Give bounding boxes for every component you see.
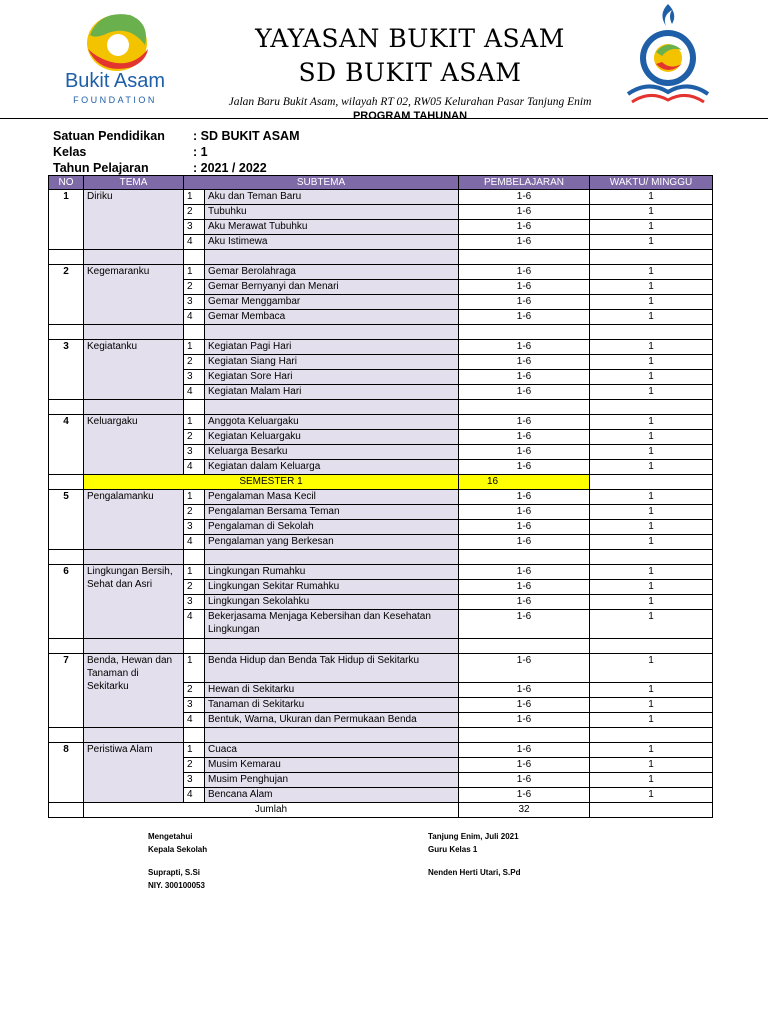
- subtheme-index: 4: [184, 460, 205, 475]
- subtheme-name: Benda Hidup dan Benda Tak Hidup di Sekitarku: [205, 654, 459, 683]
- theme-number: 4: [49, 415, 84, 475]
- pembelajaran-value: 1-6: [459, 773, 590, 788]
- sig-guru-title: Guru Kelas 1: [428, 845, 478, 854]
- theme-number: 2: [49, 265, 84, 325]
- pembelajaran-value: 1-6: [459, 355, 590, 370]
- empty-cell: [459, 325, 590, 340]
- empty-cell: [49, 325, 84, 340]
- theme-name: Kegemaranku: [84, 265, 184, 325]
- col-header-tema: TEMA: [84, 176, 184, 190]
- spacer-row: [49, 550, 713, 565]
- waktu-value: 1: [590, 580, 713, 595]
- subtheme-name: Anggota Keluargaku: [205, 415, 459, 430]
- empty-cell: [184, 325, 205, 340]
- subtheme-index: 3: [184, 220, 205, 235]
- subtheme-index: 2: [184, 205, 205, 220]
- logo-swirl-icon: [60, 5, 170, 110]
- subtheme-index: 2: [184, 355, 205, 370]
- theme-name: Lingkungan Bersih, Sehat dan Asri: [84, 565, 184, 639]
- spacer-row: [49, 639, 713, 654]
- empty-cell: [84, 325, 184, 340]
- empty-cell: [84, 728, 184, 743]
- waktu-value: 1: [590, 430, 713, 445]
- empty-cell: [205, 639, 459, 654]
- pembelajaran-value: 1-6: [459, 713, 590, 728]
- subtheme-index: 3: [184, 773, 205, 788]
- total-label: Jumlah: [84, 803, 459, 818]
- waktu-value: 1: [590, 385, 713, 400]
- pembelajaran-value: 1-6: [459, 698, 590, 713]
- waktu-value: 1: [590, 610, 713, 639]
- waktu-value: 1: [590, 535, 713, 550]
- subtheme-name: Musim Kemarau: [205, 758, 459, 773]
- subtheme-name: Lingkungan Sekolahku: [205, 595, 459, 610]
- theme-number: 3: [49, 340, 84, 400]
- kelas-label: Kelas: [53, 145, 87, 159]
- subtheme-name: Hewan di Sekitarku: [205, 683, 459, 698]
- empty-cell: [184, 550, 205, 565]
- table-header-row: [49, 176, 713, 190]
- subtheme-name: Kegiatan Malam Hari: [205, 385, 459, 400]
- theme-number: 1: [49, 190, 84, 250]
- pembelajaran-value: 1-6: [459, 758, 590, 773]
- theme-name: Peristiwa Alam: [84, 743, 184, 803]
- theme-number: 5: [49, 490, 84, 550]
- pembelajaran-value: 1-6: [459, 535, 590, 550]
- pembelajaran-value: 1-6: [459, 190, 590, 205]
- empty-cell: [49, 803, 84, 818]
- theme-number: 8: [49, 743, 84, 803]
- pembelajaran-value: 1-6: [459, 340, 590, 355]
- school-title: SD BUKIT ASAM: [298, 58, 522, 87]
- subtheme-name: Gemar Bernyanyi dan Menari: [205, 280, 459, 295]
- subtheme-index: 1: [184, 565, 205, 580]
- pembelajaran-value: 1-6: [459, 788, 590, 803]
- empty-cell: [84, 550, 184, 565]
- sig-kepala-niy: NIY. 300100053: [148, 881, 205, 890]
- theme-number: 7: [49, 654, 84, 728]
- school-address: Jalan Baru Bukit Asam, wilayah RT 02, RW05 Kelurahan Pasar Tanjung Enim: [228, 96, 592, 108]
- subtheme-index: 3: [184, 445, 205, 460]
- waktu-value: 1: [590, 295, 713, 310]
- waktu-value: 1: [590, 280, 713, 295]
- subtheme-name: Kegiatan Pagi Hari: [205, 340, 459, 355]
- spacer-row: [49, 728, 713, 743]
- subtheme-name: Bentuk, Warna, Ukuran dan Permukaan Benda: [205, 713, 459, 728]
- subtheme-index: 2: [184, 758, 205, 773]
- waktu-value: 1: [590, 190, 713, 205]
- total-value: 32: [459, 803, 590, 818]
- pembelajaran-value: 1-6: [459, 385, 590, 400]
- waktu-value: 1: [590, 773, 713, 788]
- pembelajaran-value: 1-6: [459, 743, 590, 758]
- subtheme-name: Musim Penghujan: [205, 773, 459, 788]
- subtheme-name: Kegiatan Keluargaku: [205, 430, 459, 445]
- theme-name: Benda, Hewan dan Tanaman di Sekitarku: [84, 654, 184, 728]
- subtheme-name: Pengalaman Masa Kecil: [205, 490, 459, 505]
- waktu-value: 1: [590, 205, 713, 220]
- subtheme-index: 3: [184, 520, 205, 535]
- col-header-subtema: SUBTEMA: [184, 176, 459, 190]
- subtheme-index: 3: [184, 370, 205, 385]
- tahun-value: : 2021 / 2022: [193, 161, 267, 175]
- subtheme-index: 1: [184, 265, 205, 280]
- pembelajaran-value: 1-6: [459, 235, 590, 250]
- waktu-value: 1: [590, 265, 713, 280]
- pembelajaran-value: 1-6: [459, 565, 590, 580]
- empty-cell: [49, 728, 84, 743]
- empty-cell: [205, 325, 459, 340]
- empty-cell: [590, 400, 713, 415]
- empty-cell: [590, 639, 713, 654]
- empty-cell: [590, 325, 713, 340]
- waktu-value: 1: [590, 310, 713, 325]
- semester-row: [49, 475, 713, 490]
- semester-value: 16: [459, 475, 590, 490]
- empty-cell: [590, 550, 713, 565]
- sd-bukit-asam-emblem: [622, 2, 714, 107]
- subtheme-index: 4: [184, 310, 205, 325]
- subtheme-name: Gemar Berolahraga: [205, 265, 459, 280]
- info-kelas: [53, 145, 208, 159]
- subtheme-name: Kegiatan Siang Hari: [205, 355, 459, 370]
- sig-kepala-title: Kepala Sekolah: [148, 845, 208, 854]
- table-row: [49, 490, 713, 505]
- spacer-row: [49, 325, 713, 340]
- svg-text:Bukit Asam: Bukit Asam: [64, 70, 166, 92]
- table-row: [49, 743, 713, 758]
- empty-cell: [49, 250, 84, 265]
- waktu-value: 1: [590, 654, 713, 683]
- subtheme-index: 4: [184, 788, 205, 803]
- pembelajaran-value: 1-6: [459, 490, 590, 505]
- pembelajaran-value: 1-6: [459, 220, 590, 235]
- spacer-row: [49, 400, 713, 415]
- waktu-value: 1: [590, 595, 713, 610]
- subtheme-index: 2: [184, 683, 205, 698]
- theme-name: Diriku: [84, 190, 184, 250]
- subtheme-index: 1: [184, 190, 205, 205]
- theme-name: Keluargaku: [84, 415, 184, 475]
- subtheme-name: Tubuhku: [205, 205, 459, 220]
- pembelajaran-value: 1-6: [459, 310, 590, 325]
- empty-cell: [49, 639, 84, 654]
- pembelajaran-value: 1-6: [459, 370, 590, 385]
- waktu-value: 1: [590, 788, 713, 803]
- pembelajaran-value: 1-6: [459, 460, 590, 475]
- subtheme-name: Lingkungan Sekitar Rumahku: [205, 580, 459, 595]
- table-row: [49, 415, 713, 430]
- waktu-value: 1: [590, 698, 713, 713]
- pembelajaran-value: 1-6: [459, 610, 590, 639]
- empty-cell: [49, 475, 84, 490]
- empty-cell: [205, 728, 459, 743]
- subtheme-name: Pengalaman di Sekolah: [205, 520, 459, 535]
- col-header-waktu: WAKTU/ MINGGU: [590, 176, 713, 190]
- subtheme-name: Pengalaman Bersama Teman: [205, 505, 459, 520]
- kelas-value: : 1: [193, 145, 208, 159]
- subtheme-index: 4: [184, 385, 205, 400]
- subtheme-name: Aku Merawat Tubuhku: [205, 220, 459, 235]
- empty-cell: [459, 400, 590, 415]
- waktu-value: 1: [590, 235, 713, 250]
- subtheme-name: Cuaca: [205, 743, 459, 758]
- empty-cell: [84, 250, 184, 265]
- pembelajaran-value: 1-6: [459, 595, 590, 610]
- theme-name: Pengalamanku: [84, 490, 184, 550]
- subtheme-index: 3: [184, 698, 205, 713]
- empty-cell: [590, 250, 713, 265]
- subtheme-index: 3: [184, 595, 205, 610]
- empty-cell: [205, 250, 459, 265]
- subtheme-name: Aku dan Teman Baru: [205, 190, 459, 205]
- waktu-value: 1: [590, 415, 713, 430]
- empty-cell: [205, 400, 459, 415]
- spacer-row: [49, 250, 713, 265]
- subtheme-name: Gemar Membaca: [205, 310, 459, 325]
- empty-cell: [184, 400, 205, 415]
- pembelajaran-value: 1-6: [459, 654, 590, 683]
- theme-name: Kegiatanku: [84, 340, 184, 400]
- bukit-asam-foundation-logo: [60, 5, 170, 110]
- empty-cell: [49, 400, 84, 415]
- subtheme-index: 2: [184, 430, 205, 445]
- subtheme-index: 4: [184, 235, 205, 250]
- empty-cell: [590, 803, 713, 818]
- sig-mengetahui: Mengetahui: [148, 832, 193, 841]
- theme-number: 6: [49, 565, 84, 639]
- table-row: [49, 654, 713, 683]
- subtheme-name: Bekerjasama Menjaga Kebersihan dan Kesehatan Lingkungan: [205, 610, 459, 639]
- total-row: [49, 803, 713, 818]
- empty-cell: [84, 639, 184, 654]
- subtheme-index: 3: [184, 295, 205, 310]
- school-emblem-icon: [622, 2, 714, 107]
- empty-cell: [459, 728, 590, 743]
- pembelajaran-value: 1-6: [459, 415, 590, 430]
- sig-guru-name: Nenden Herti Utari, S.Pd: [428, 868, 521, 877]
- col-header-no: NO: [49, 176, 84, 190]
- subtheme-name: Kegiatan dalam Keluarga: [205, 460, 459, 475]
- satuan-label: Satuan Pendidikan: [53, 129, 165, 143]
- waktu-value: 1: [590, 490, 713, 505]
- waktu-value: 1: [590, 445, 713, 460]
- subtheme-name: Aku Istimewa: [205, 235, 459, 250]
- empty-cell: [49, 550, 84, 565]
- waktu-value: 1: [590, 355, 713, 370]
- info-satuan: [53, 129, 299, 143]
- foundation-title: YAYASAN BUKIT ASAM: [255, 24, 565, 53]
- info-tahun: [53, 161, 267, 175]
- sig-place-date: Tanjung Enim, Juli 2021: [428, 832, 519, 841]
- pembelajaran-value: 1-6: [459, 683, 590, 698]
- subtheme-index: 2: [184, 580, 205, 595]
- semester-label: SEMESTER 1: [84, 475, 459, 490]
- pembelajaran-value: 1-6: [459, 505, 590, 520]
- subtheme-name: Pengalaman yang Berkesan: [205, 535, 459, 550]
- subtheme-name: Kegiatan Sore Hari: [205, 370, 459, 385]
- subtheme-index: 4: [184, 713, 205, 728]
- empty-cell: [590, 728, 713, 743]
- empty-cell: [184, 728, 205, 743]
- waktu-value: 1: [590, 520, 713, 535]
- waktu-value: 1: [590, 370, 713, 385]
- waktu-value: 1: [590, 565, 713, 580]
- col-header-pembelajaran: PEMBELAJARAN: [459, 176, 590, 190]
- empty-cell: [84, 400, 184, 415]
- empty-cell: [459, 250, 590, 265]
- sig-kepala-name: Suprapti, S.Si: [148, 868, 201, 877]
- waktu-value: 1: [590, 220, 713, 235]
- subtheme-index: 1: [184, 654, 205, 683]
- subtheme-index: 2: [184, 505, 205, 520]
- empty-cell: [459, 550, 590, 565]
- empty-cell: [184, 639, 205, 654]
- tahun-label: Tahun Pelajaran: [53, 161, 149, 175]
- waktu-value: 1: [590, 758, 713, 773]
- pembelajaran-value: 1-6: [459, 580, 590, 595]
- empty-cell: [459, 639, 590, 654]
- table-row: [49, 265, 713, 280]
- subtheme-index: 1: [184, 490, 205, 505]
- waktu-value: 1: [590, 460, 713, 475]
- subtheme-index: 2: [184, 280, 205, 295]
- table-row: [49, 565, 713, 580]
- program-table: [48, 175, 713, 818]
- subtheme-name: Bencana Alam: [205, 788, 459, 803]
- subtheme-name: Gemar Menggambar: [205, 295, 459, 310]
- subtheme-index: 1: [184, 743, 205, 758]
- empty-cell: [590, 475, 713, 490]
- subtheme-index: 4: [184, 610, 205, 639]
- waktu-value: 1: [590, 340, 713, 355]
- pembelajaran-value: 1-6: [459, 520, 590, 535]
- empty-cell: [184, 250, 205, 265]
- waktu-value: 1: [590, 683, 713, 698]
- pembelajaran-value: 1-6: [459, 265, 590, 280]
- subtheme-index: 1: [184, 340, 205, 355]
- subtheme-name: Tanaman di Sekitarku: [205, 698, 459, 713]
- pembelajaran-value: 1-6: [459, 445, 590, 460]
- empty-cell: [205, 550, 459, 565]
- document-title: PROGRAM TAHUNAN: [352, 110, 468, 122]
- pembelajaran-value: 1-6: [459, 280, 590, 295]
- table-row: [49, 340, 713, 355]
- waktu-value: 1: [590, 713, 713, 728]
- waktu-value: 1: [590, 505, 713, 520]
- table-row: [49, 190, 713, 205]
- subtheme-name: Keluarga Besarku: [205, 445, 459, 460]
- pembelajaran-value: 1-6: [459, 295, 590, 310]
- waktu-value: 1: [590, 743, 713, 758]
- subtheme-name: Lingkungan Rumahku: [205, 565, 459, 580]
- subtheme-index: 4: [184, 535, 205, 550]
- svg-text:FOUNDATION: FOUNDATION: [73, 95, 157, 105]
- satuan-value: : SD BUKIT ASAM: [193, 129, 300, 143]
- pembelajaran-value: 1-6: [459, 430, 590, 445]
- pembelajaran-value: 1-6: [459, 205, 590, 220]
- subtheme-index: 1: [184, 415, 205, 430]
